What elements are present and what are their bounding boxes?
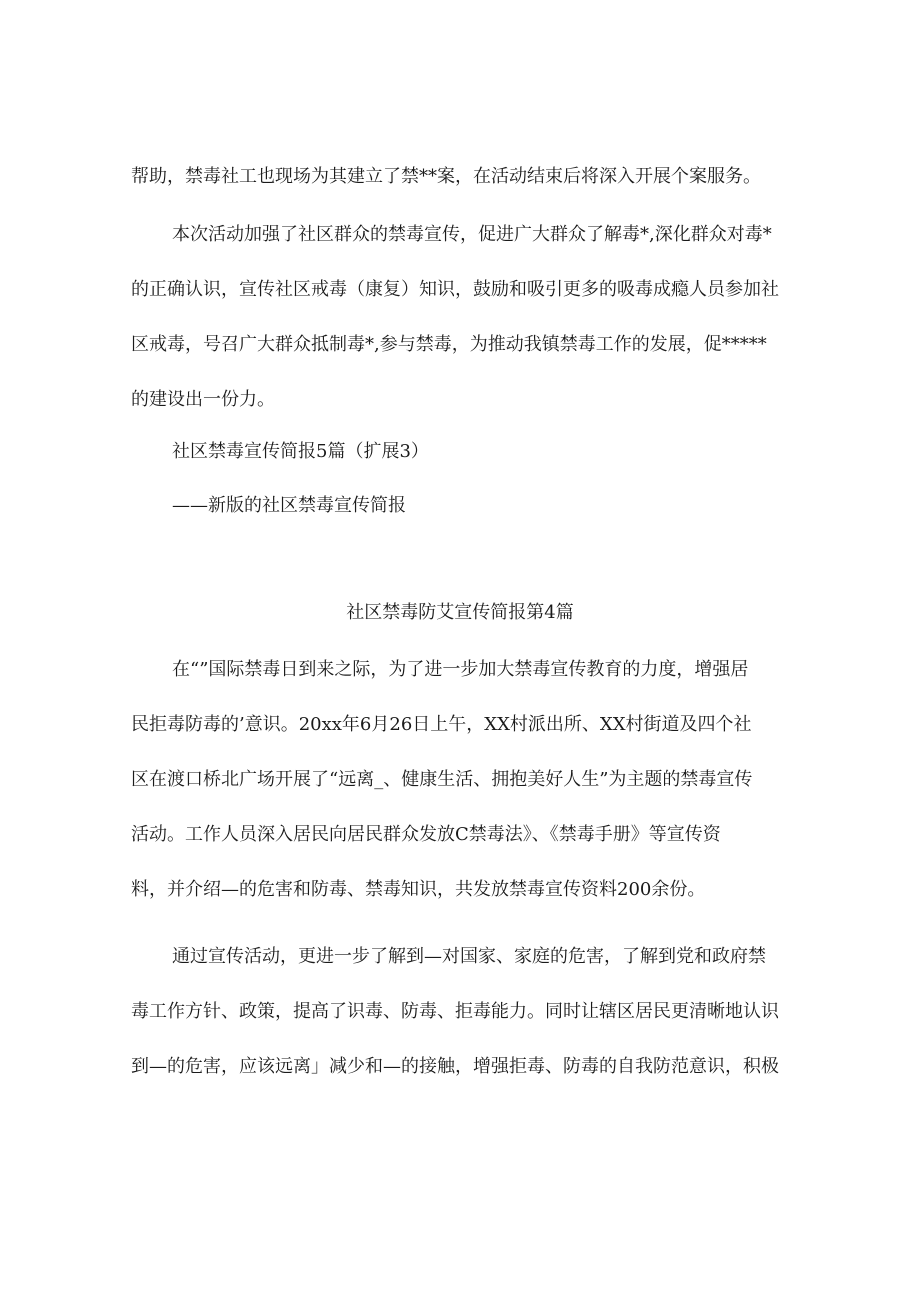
new-version-label: ——新版的社区禁毒宣传简报 <box>172 495 406 516</box>
paragraph-line: 的建设出一份力。 <box>131 389 275 410</box>
paragraph-line: 通过宣传活动，更进一步了解到—对国家、家庭的危害，了解到党和政府禁 <box>172 946 766 967</box>
section-title: 社区禁毒防艾宣传简报第4篇 <box>346 602 574 623</box>
paragraph-line: 活动。工作人员深入居民向居民群众发放C禁毒法》、《禁毒手册》等宣传资 <box>131 824 721 845</box>
paragraph-line: 帮助，禁毒社工也现场为其建立了禁**案，在活动结束后将深入开展个案服务。 <box>131 166 761 187</box>
paragraph-line: 区戒毒，号召广大群众抵制毒*,参与禁毒，为推动我镇禁毒工作的发展，促***** <box>131 334 767 355</box>
paragraph-line: 民拒毒防毒的’意识。20xx年6月26日上午，XX村派出所、XX村街道及四个社 <box>131 714 752 735</box>
paragraph-line: 的正确认识，宣传社区戒毒（康复）知识，鼓励和吸引更多的吸毒成瘾人员参加社 <box>131 279 779 300</box>
paragraph-line: 区在渡口桥北广场开展了“远离_、健康生活、拥抱美好人生”为主题的禁毒宣传 <box>131 769 753 790</box>
paragraph-line: 毒工作方针、政策，提高了识毒、防毒、拒毒能力。同时让辖区居民更清晰地认识 <box>131 1001 779 1022</box>
paragraph-line: 在“”国际禁毒日到来之际，为了进一步加大禁毒宣传教育的力度，增强居 <box>172 659 749 680</box>
paragraph-line: 料，并介绍—的危害和防毒、禁毒知识，共发放禁毒宣传资料200余份。 <box>131 879 706 900</box>
paragraph-line: 本次活动加强了社区群众的禁毒宣传，促进广大群众了解毒*,深化群众对毒* <box>172 224 772 245</box>
paragraph-line: 到—的危害，应该远离」减少和—的接触，增强拒毒、防毒的自我防范意识，积极 <box>131 1056 779 1077</box>
extend-label: 社区禁毒宣传简报5篇（扩展3） <box>172 441 429 462</box>
